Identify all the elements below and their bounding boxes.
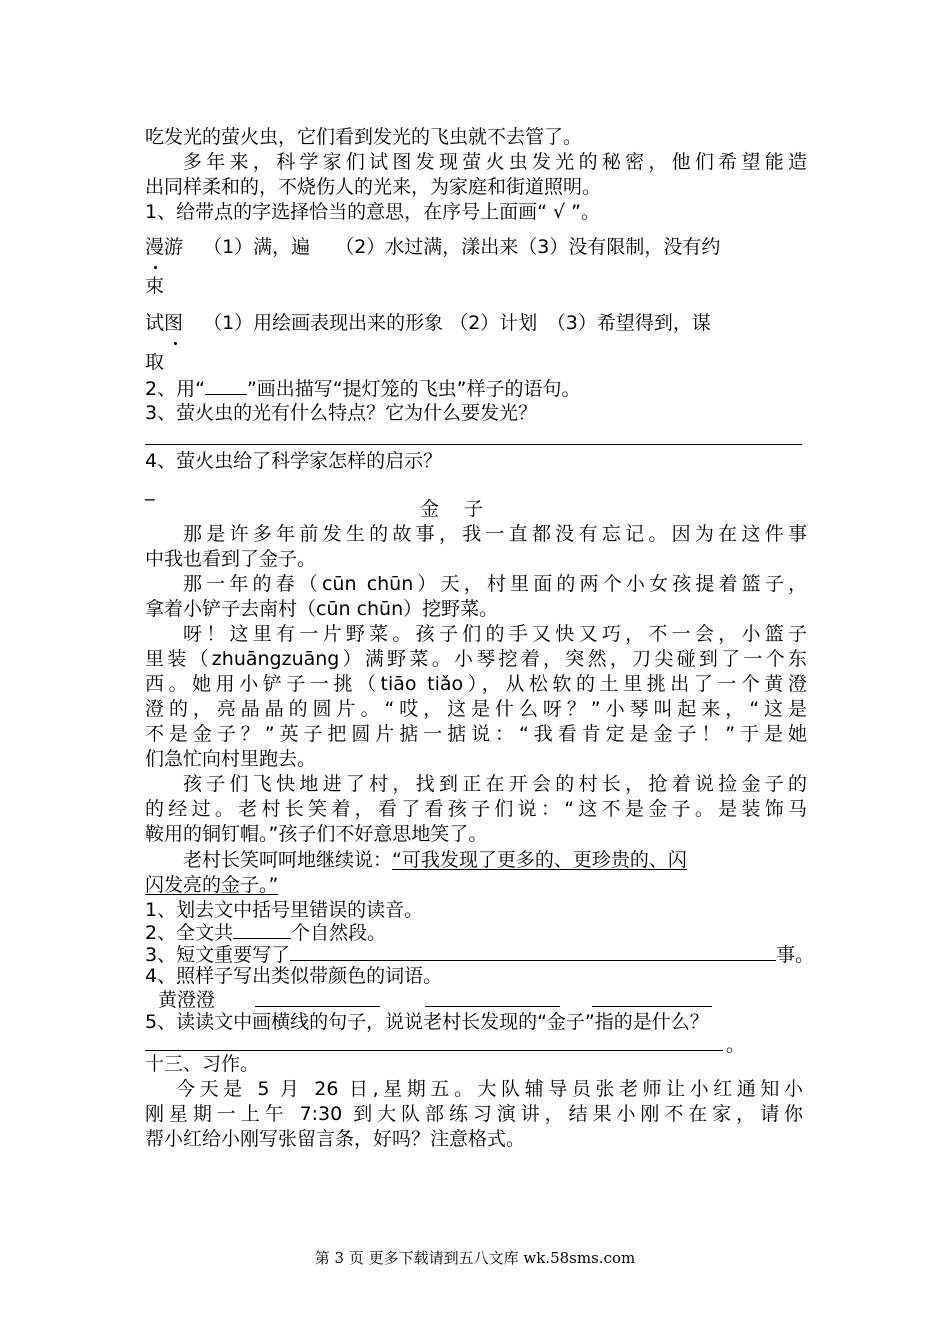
q3-suffix: 事。 xyxy=(776,944,815,966)
question-1: 1、划去文中括号里错误的读音。 xyxy=(145,899,424,921)
story-line: 拿着小铲子去南村（cūn chūn）挖野菜。 xyxy=(145,598,499,620)
story-line: 不是金子？”英子把圆片掂一掂说：“我看肯定是金子！”于是她 xyxy=(145,723,807,745)
answer-line[interactable] xyxy=(145,444,802,445)
story-line: 孩子们飞快地进了村，找到正在开会的村长，抢着说捡金子的 xyxy=(183,773,807,795)
q1-word-1: 漫游 xyxy=(145,236,184,258)
answer-line[interactable] xyxy=(255,1006,380,1007)
q2-prefix: 2、用“ xyxy=(145,378,205,400)
q4-example: 黄澄澄 xyxy=(158,989,216,1011)
story-line: 的经过。老村长笑着，看了看孩子们说：“这不是金子。是装饰马 xyxy=(145,798,807,820)
story-line: 澄的，亮晶晶的圆片。“哎，这是什么呀？”小琴叫起来，“这是 xyxy=(145,698,807,720)
underlined-sentence: “可我发现了更多的、更珍贵的、闪 xyxy=(392,849,687,871)
answer-line[interactable] xyxy=(592,1006,712,1007)
q1-row-1 xyxy=(145,235,720,259)
answer-line[interactable] xyxy=(425,1006,560,1007)
essay-heading: 十三、习作。 xyxy=(145,1053,260,1075)
story-line: 西。她用小铲子一挑（tiāo tiǎo），从松软的土里挑出了一个黄澄 xyxy=(145,673,807,695)
q1-options-1: （1）满，遍 （2）水过满，漾出来（3）没有限制，没有约 xyxy=(203,236,721,258)
story-text: 老村长笑呵呵地继续说： xyxy=(183,849,393,871)
q3-prefix: 3、短文重要写了 xyxy=(145,944,291,966)
page-footer: 第 3 页 更多下载请到五八文库 wk.58sms.com xyxy=(314,1249,636,1267)
q3-blank[interactable] xyxy=(290,942,776,961)
essay-line: 帮小红给小刚写张留言条，好吗？注意格式。 xyxy=(145,1128,526,1150)
story-line: 们急忙向村里跑去。 xyxy=(145,748,317,770)
q5-end: 。 xyxy=(726,1034,746,1056)
question-1: 1、给带点的字选择恰当的意思，在序号上面画“ √ ”。 xyxy=(145,201,600,223)
story-line: 中我也看到了金子。 xyxy=(145,548,317,570)
passage-line: 出同样柔和的，不烧伤人的光来，为家庭和街道照明。 xyxy=(145,176,602,198)
story-line: 呀！这里有一片野菜。孩子们的手又快又巧，不一会，小篮子 xyxy=(183,623,807,645)
q1-word-2: 试图 xyxy=(145,312,184,334)
story-line xyxy=(183,848,687,872)
story-line: 鞍用的铜钉帽。”孩子们不好意思地笑了。 xyxy=(145,823,488,845)
q1-row-2 xyxy=(145,311,711,335)
story-title: 金 子 xyxy=(420,498,484,520)
question-4: 4、萤火虫给了科学家怎样的启示？ xyxy=(145,450,443,472)
emphasis-dot xyxy=(174,342,177,345)
essay-line: 今天是 5 月 26 日,星期五。大队辅导员张老师让小红通知小 xyxy=(176,1078,803,1100)
question-3: 3、萤火虫的光有什么特点？它为什么要发光？ xyxy=(145,402,538,424)
q2-suffix: 个自然段。 xyxy=(291,922,387,944)
emphasis-dot xyxy=(154,266,157,269)
q2-blank[interactable] xyxy=(233,920,291,939)
q1-options-1-cont: 束 xyxy=(145,275,165,297)
q1-options-2: （1）用绘画表现出来的形象 （2）计划 （3）希望得到，谋 xyxy=(203,312,711,334)
essay-line: 刚星期一上午 7:30 到大队部练习演讲，结果小刚不在家，请你 xyxy=(145,1103,803,1125)
q2-blank[interactable] xyxy=(205,376,247,395)
question-4-mark: _ xyxy=(145,479,155,501)
underlined-sentence: 闪发亮的金子。” xyxy=(145,874,279,896)
q1-options-2-cont: 取 xyxy=(145,351,165,373)
question-4: 4、照样子写出类似带颜色的词语。 xyxy=(145,965,443,987)
story-line: 那一年的春（cūn chūn）天，村里面的两个小女孩提着篮子， xyxy=(183,573,807,595)
question-2 xyxy=(145,376,580,401)
passage-line: 吃发光的萤火虫，它们看到发光的飞虫就不去管了。 xyxy=(145,126,583,148)
passage-line: 多年来，科学家们试图发现萤火虫发光的秘密，他们希望能造 xyxy=(183,151,807,173)
q2-suffix: ”画出描写“提灯笼的飞虫”样子的语句。 xyxy=(246,378,581,400)
question-5: 5、读读文中画横线的句子，说说老村长发现的“金子”指的是什么？ xyxy=(145,1011,709,1033)
answer-line[interactable] xyxy=(145,1050,723,1051)
q2-prefix: 2、全文共 xyxy=(145,922,234,944)
story-line: 那是许多年前发生的故事，我一直都没有忘记。因为在这件事 xyxy=(183,523,807,545)
story-line: 里装（zhuāngzuāng）满野菜。小琴挖着，突然，刀尖碰到了一个东 xyxy=(145,648,807,670)
